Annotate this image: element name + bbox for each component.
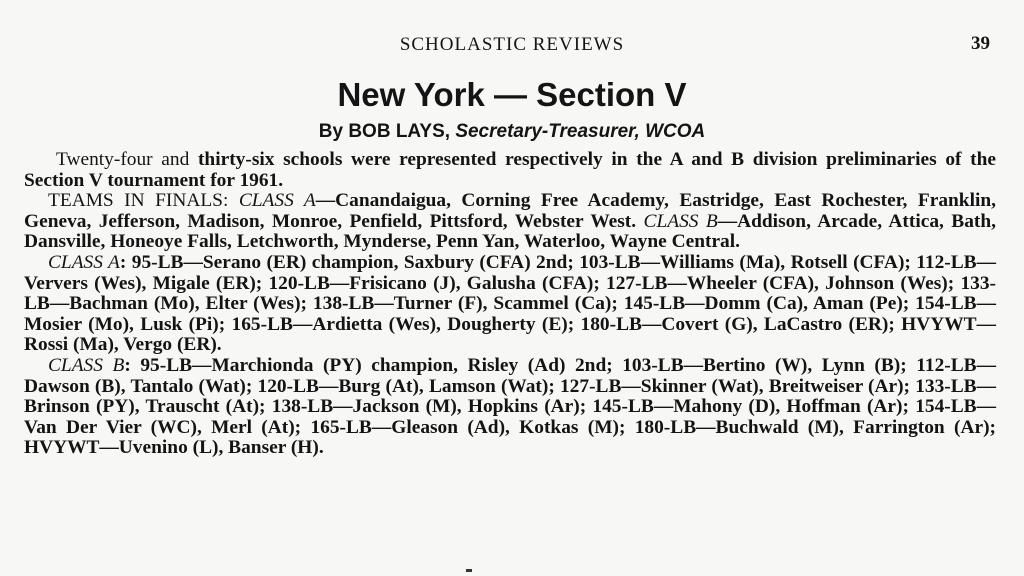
teams-class-b-label: CLASS B: [643, 210, 718, 232]
intro-paragraph: [24, 150, 996, 191]
byline-role: Secretary-Treasurer, WCOA: [455, 121, 706, 142]
class-b-text: : 95-LB—Marchionda (PY) champion, Risley (Ad) 2nd; 103-LB—Bertino (W), Lynn (B); 112-LB—Dawson (B), Tantalo (Wat); 120-LB—Burg (At), Lamson (Wat); 127-LB—Skinner (Wat), Breitweiser (Ar); 133-LB—Brinson (PY), Trauscht (At); 138-LB—Jackson (M), Hopkins (Ar); 145-LB—Mahony (D), Hoffman (Ar); 154-LB—Van Der Vier (WC), Merl (At); 165-LB—Gleason (Ad), Kotkas (M); 180-LB—Buchwald (M), Farrington (Ar); HVYWT—Uvenino (L), Banser (H).: [24, 354, 996, 459]
class-a-text: : 95-LB—Serano (ER) champion, Saxbury (CFA) 2nd; 103-LB—Williams (Ma), Rotsell (CFA); 112-LB—Ververs (Wes), Migale (ER); 120-LB—Frisicano (J), Galusha (CFA); 127-LB—Wheeler (CFA), Johnson (Wes); 133-LB—Bachman (Mo), Elter (Wes); 138-LB—Turner (F), Scammel (Ca); 145-LB—Domm (Ca), Aman (Pe); 154-LB—Mosier (Mo), Lusk (Pi); 165-LB—Ardietta (Wes), Dougherty (E); 180-LB—Covert (G), LaCastro (ER); HVYWT—Rossi (Ma), Vergo (ER).: [24, 251, 996, 356]
page-number: 39: [971, 33, 990, 54]
teams-class-b-list: —Addison, Arcade, Attica, Bath, Dansville, Honeoye Falls, Letchworth, Mynderse, Penn Yan, Waterloo, Wayne Central.: [24, 210, 996, 253]
byline-author: By BOB LAYS,: [318, 121, 451, 142]
teams-class-a-list: —Canandaigua, Corning Free Academy, Eastridge, East Rochester, Franklin, Geneva, Jefferson, Madison, Monroe, Penfield, Pittsford, Webster West.: [24, 190, 996, 232]
article-title: New York — Section V: [337, 76, 687, 113]
teams-class-a-label: CLASS A: [238, 190, 316, 212]
intro-text-a: Twenty-four and: [56, 149, 198, 170]
class-a-results: [24, 253, 996, 356]
teams-label: TEAMS IN FINALS:: [48, 190, 239, 212]
running-head: SCHOLASTIC REVIEWS: [399, 34, 625, 55]
class-a-label: CLASS A: [48, 251, 120, 273]
article-byline: [0, 121, 1024, 143]
class-b-label: CLASS B: [48, 354, 125, 376]
print-mark: [466, 569, 472, 572]
class-b-results: [24, 356, 996, 459]
teams-paragraph: [24, 191, 996, 253]
article-body: [24, 150, 996, 459]
intro-text-b: thirty-six schools were represented respectively in the A and B division preliminaries of the Section V tournament for 1961.: [24, 149, 996, 191]
